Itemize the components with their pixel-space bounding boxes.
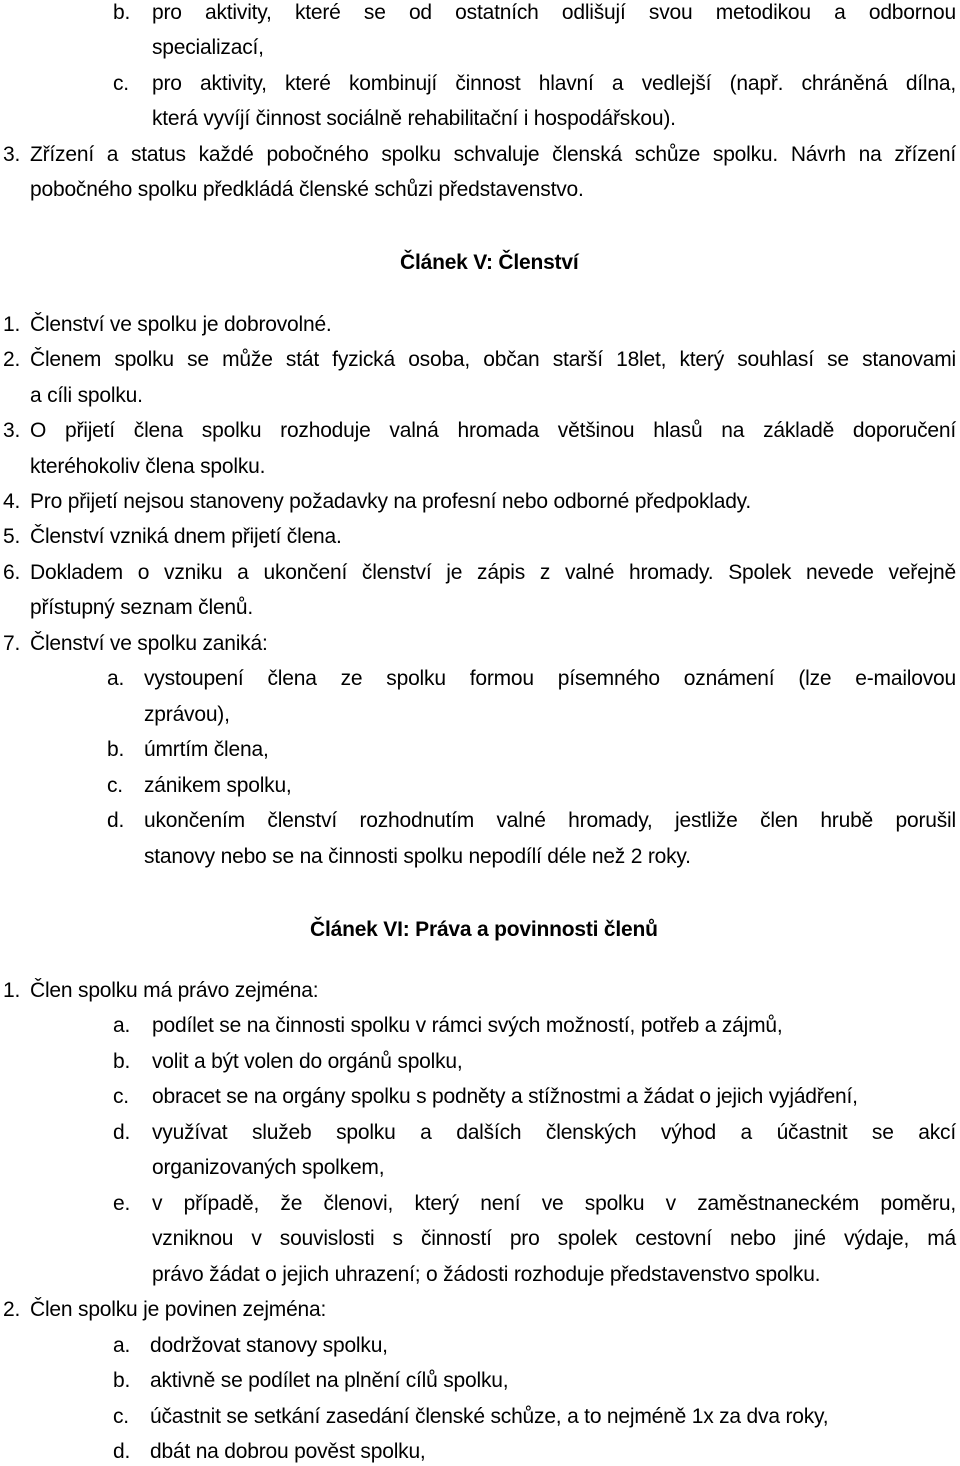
- list-item-text: pro aktivity, které se od ostatních odlišují svou metodikou a odbornou: [152, 1, 956, 24]
- paragraph-text: pobočného spolku předkládá členské schůzi představenstvo.: [30, 178, 584, 201]
- list-item-text: vystoupení člena ze spolku formou písemného oznámení (lze e-mailovou: [144, 667, 956, 690]
- list-label: b.: [107, 738, 125, 761]
- list-item-text: specializací,: [152, 36, 264, 59]
- paragraph-number: 2.: [3, 348, 21, 371]
- paragraph-text: Člen spolku je povinen zejména:: [30, 1298, 327, 1321]
- paragraph-number: 7.: [3, 632, 21, 655]
- list-label: b.: [113, 1369, 131, 1392]
- list-item-text: organizovaných spolkem,: [152, 1156, 385, 1179]
- paragraph-text: Členství ve spolku je dobrovolné.: [30, 313, 332, 336]
- article-heading: Článek V: Členství: [400, 251, 579, 274]
- list-item-text: volit a být volen do orgánů spolku,: [152, 1050, 463, 1073]
- list-item-text: vzniknou v souvislosti s činností pro spolek cestovní nebo jiné výdaje, má: [152, 1227, 956, 1250]
- paragraph-text: Členství vzniká dnem přijetí člena.: [30, 525, 342, 548]
- paragraph-number: 1.: [3, 313, 21, 336]
- paragraph-text: kteréhokoliv člena spolku.: [30, 455, 266, 478]
- paragraph-number: 1.: [3, 979, 21, 1002]
- list-item-text: dodržovat stanovy spolku,: [150, 1334, 388, 1357]
- list-item-text: která vyvíjí činnost sociálně rehabilitační i hospodářskou).: [152, 107, 676, 130]
- list-item-text: aktivně se podílet na plnění cílů spolku,: [150, 1369, 509, 1392]
- list-item-text: úmrtím člena,: [144, 738, 269, 761]
- paragraph-text: Pro přijetí nejsou stanoveny požadavky na profesní nebo odborné předpoklady.: [30, 490, 752, 513]
- list-label: d.: [107, 809, 125, 832]
- paragraph-number: 6.: [3, 561, 21, 584]
- list-item-text: zánikem spolku,: [144, 774, 292, 797]
- list-label: a.: [113, 1334, 131, 1357]
- list-label: c.: [113, 72, 129, 95]
- list-label: d.: [113, 1440, 131, 1463]
- list-item-text: ukončením členství rozhodnutím valné hromady, jestliže člen hrubě porušil: [144, 809, 956, 832]
- list-label: a.: [107, 667, 125, 690]
- list-label: c.: [113, 1405, 129, 1428]
- paragraph-number: 3.: [3, 143, 21, 166]
- list-item-text: obracet se na orgány spolku s podněty a stížnostmi a žádat o jejich vyjádření,: [152, 1085, 858, 1108]
- paragraph-number: 3.: [3, 419, 21, 442]
- list-item-text: dbát na dobrou pověst spolku,: [150, 1440, 426, 1463]
- list-label: e.: [113, 1192, 131, 1215]
- article-heading: Článek VI: Práva a povinnosti členů: [310, 918, 658, 941]
- list-item-text: využívat služeb spolku a dalších členských výhod a účastnit se akcí: [152, 1121, 956, 1144]
- paragraph-number: 4.: [3, 490, 21, 513]
- list-label: b.: [113, 1, 131, 24]
- list-label: a.: [113, 1014, 131, 1037]
- paragraph-text: a cíli spolku.: [30, 384, 143, 407]
- paragraph-text: přístupný seznam členů.: [30, 596, 254, 619]
- paragraph-number: 2.: [3, 1298, 21, 1321]
- list-item-text: stanovy nebo se na činnosti spolku nepodílí déle než 2 roky.: [144, 845, 691, 868]
- paragraph-text: Členem spolku se může stát fyzická osoba, občan starší 18let, který souhlasí se stanovami: [30, 348, 956, 371]
- list-item-text: účastnit se setkání zasedání členské schůze, a to nejméně 1x za dva roky,: [150, 1405, 829, 1428]
- list-label: c.: [107, 774, 123, 797]
- paragraph-text: Členství ve spolku zaniká:: [30, 632, 268, 655]
- list-label: c.: [113, 1085, 129, 1108]
- list-item-text: zprávou),: [144, 703, 230, 726]
- list-item-text: v případě, že členovi, který není ve spolku v zaměstnaneckém poměru,: [152, 1192, 956, 1215]
- paragraph-text: Dokladem o vzniku a ukončení členství je zápis z valné hromady. Spolek nevede veřejně: [30, 561, 956, 584]
- list-label: d.: [113, 1121, 131, 1144]
- list-label: b.: [113, 1050, 131, 1073]
- paragraph-number: 5.: [3, 525, 21, 548]
- paragraph-text: Zřízení a status každé pobočného spolku schvaluje členská schůze spolku. Návrh na zřízení: [30, 143, 956, 166]
- list-item-text: pro aktivity, které kombinují činnost hlavní a vedlejší (např. chráněná dílna,: [152, 72, 956, 95]
- paragraph-text: O přijetí člena spolku rozhoduje valná hromada většinou hlasů na základě doporučení: [30, 419, 956, 442]
- paragraph-text: Člen spolku má právo zejména:: [30, 979, 319, 1002]
- list-item-text: podílet se na činnosti spolku v rámci svých možností, potřeb a zájmů,: [152, 1014, 783, 1037]
- list-item-text: právo žádat o jejich uhrazení; o žádosti rozhoduje představenstvo spolku.: [152, 1263, 821, 1286]
